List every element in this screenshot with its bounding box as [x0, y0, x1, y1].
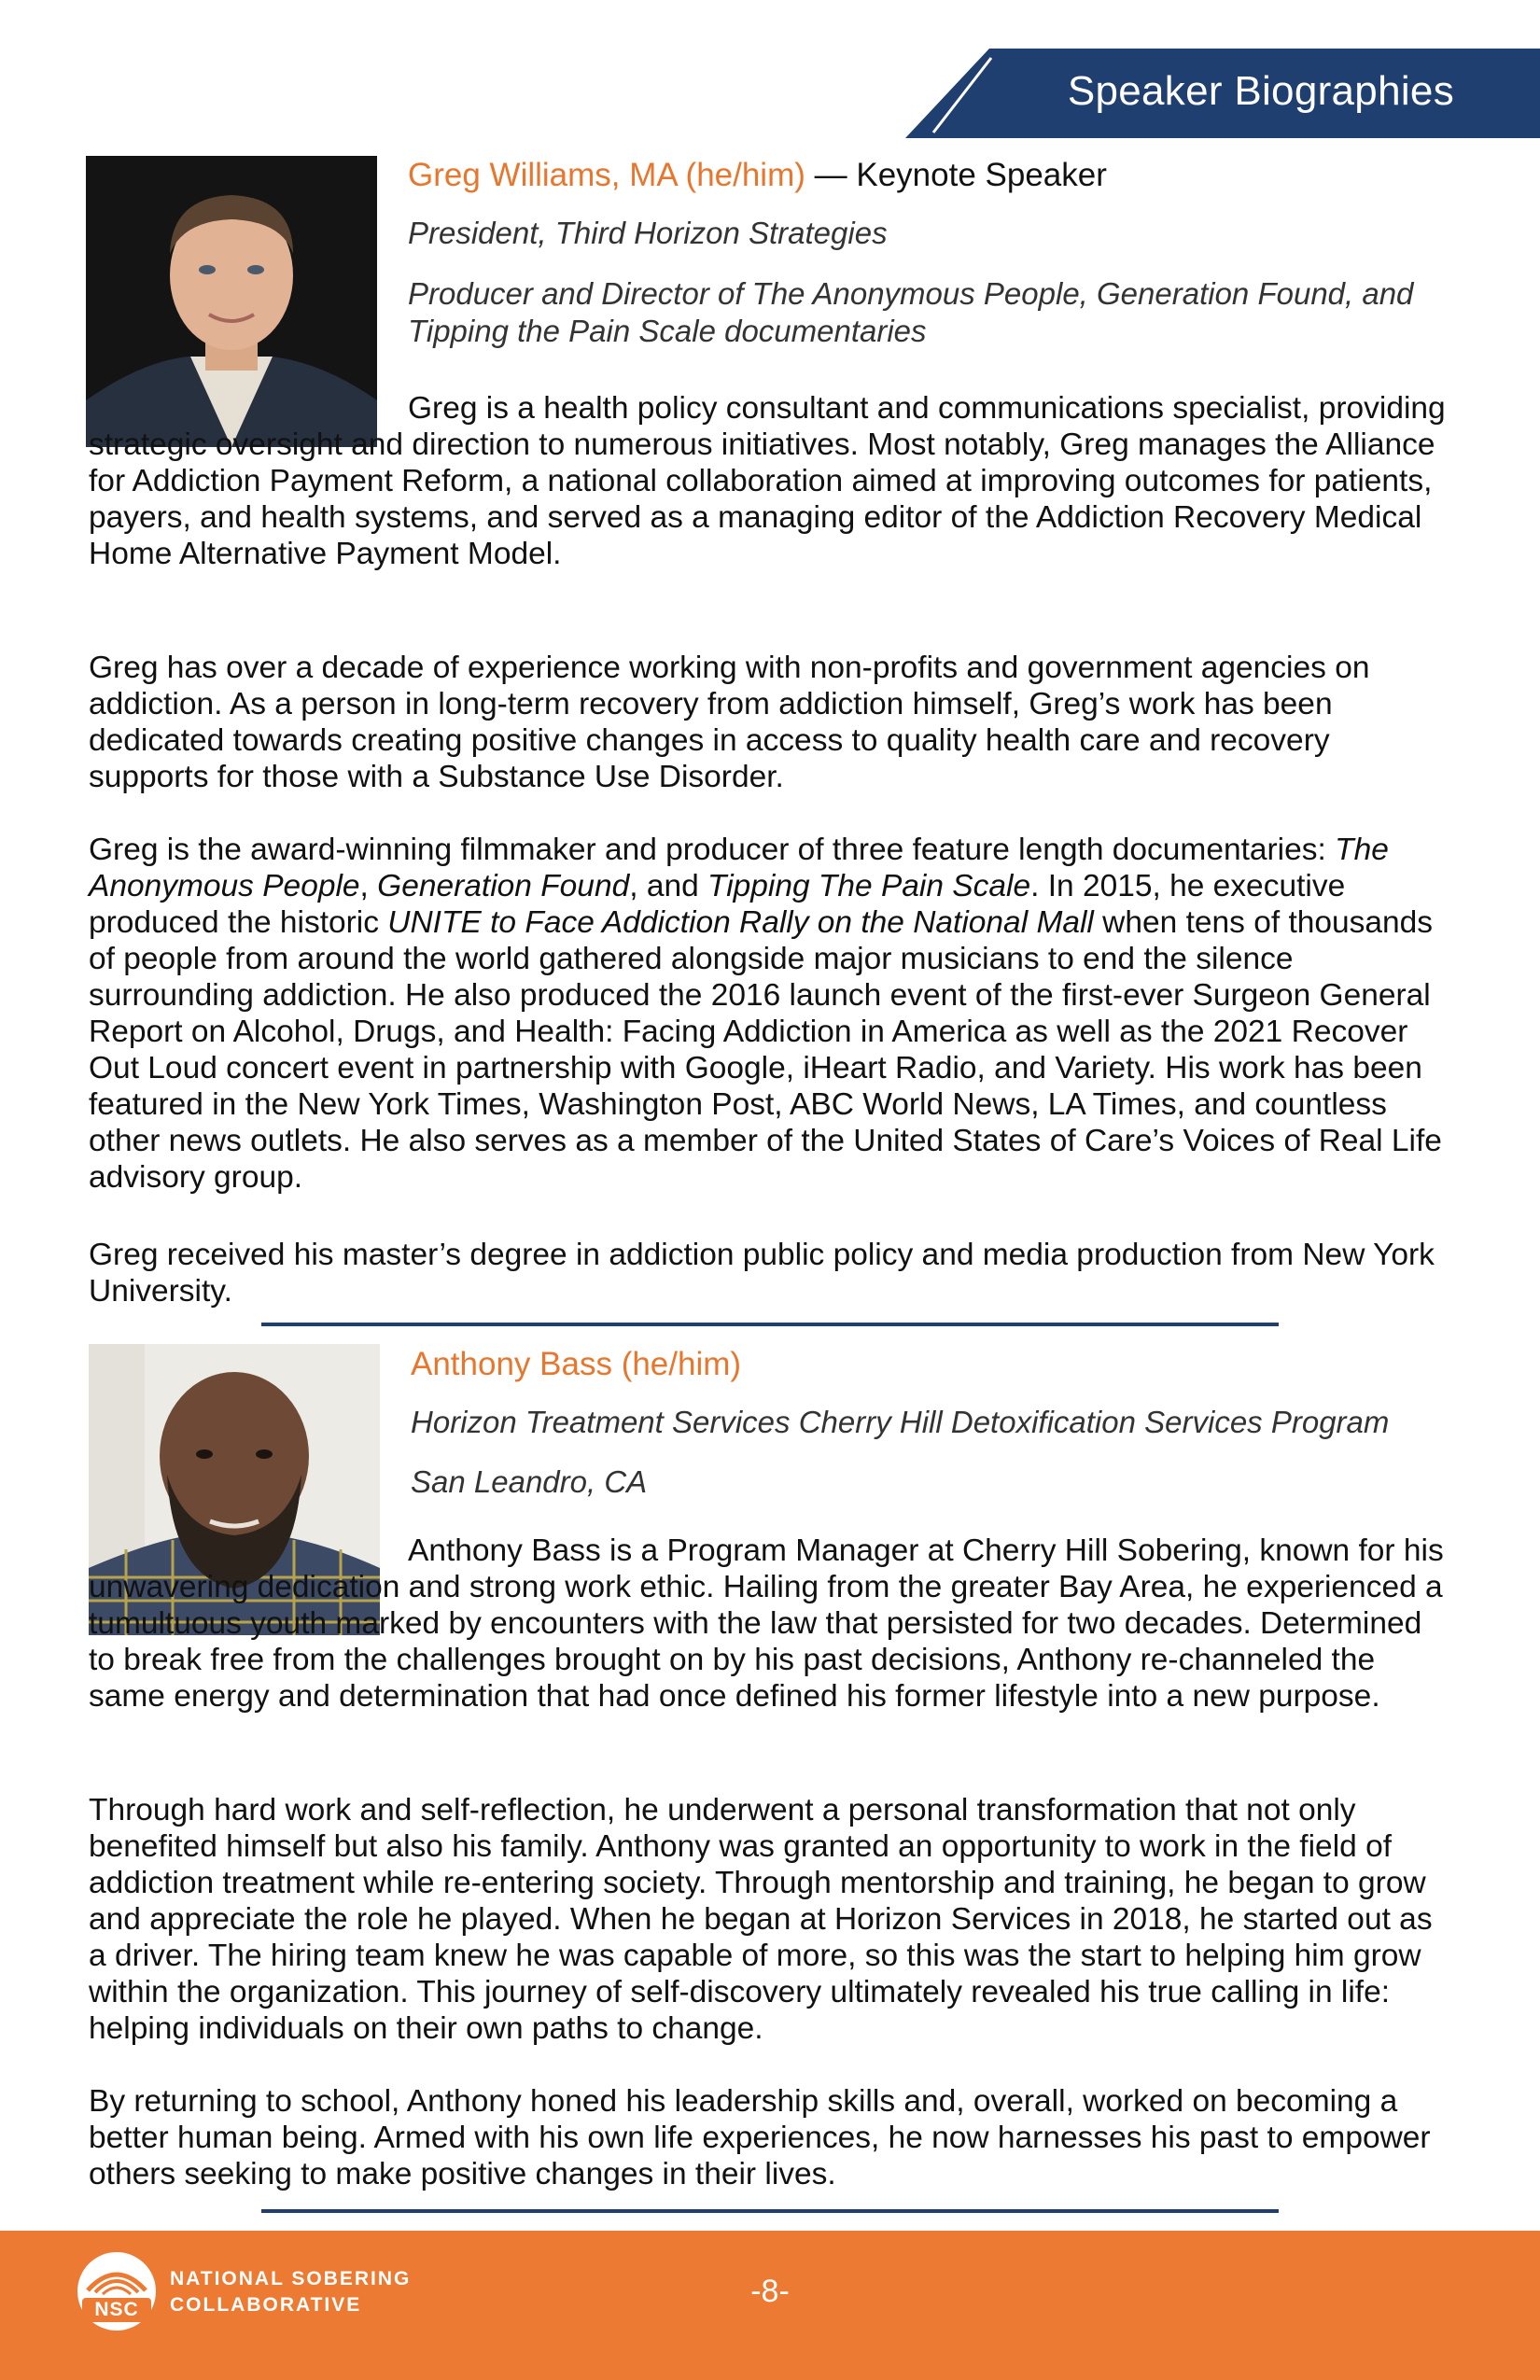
p3-text-d: . In 2015, he executive produced the historic	[89, 869, 1346, 940]
speaker-1-role: — Keynote Speaker	[805, 157, 1107, 193]
p3-film-3: Tipping The Pain Scale	[707, 869, 1031, 903]
speaker-2-bio-paragraph-1: Anthony Bass is a Program Manager at Cherry Hill Sobering, known for his unwavering dedication and strong work ethic. Hailing from the greater Bay Area, he experienced a tumultuous youth marked by encounters with the law that persisted for two decades. Determined to break free from the challenges brought on by his past decisions, Anthony re-channeled the same energy and determination that had once defined his former lifestyle into a new purpose.	[89, 1533, 1444, 1714]
footer-org-line-1: NATIONAL SOBERING	[170, 2268, 412, 2289]
speaker-1-bio-paragraph-2: Greg has over a decade of experience working with non-profits and government agencies on addiction. As a person in long-term recovery from addiction himself, Greg’s work has been dedicated towards creating positive changes in access to quality health care and recovery supports for those with a Substance Use Disorder.	[89, 651, 1370, 794]
section-divider-1	[261, 1323, 1279, 1326]
p3-rally: UNITE to Face Addiction Rally on the National Mall	[387, 905, 1094, 940]
banner-title: Speaker Biographies	[1067, 68, 1454, 114]
p3-text-e: when tens of thousands of people from around the world gathered alongside major musicians to end the silence surrounding addiction. He also produced the 2016 launch event of the first-ever Surgeon General Report on Alcohol, Drugs, and Health: Facing Addiction in America as well as the 2021 Recover Out Loud concert event in partnership with Google, iHeart Radio, and Variety. His work has been featured in the New York Times, Washington Post, ABC World News, LA Times, and countless other news outlets. He also serves as a member of the United States of Care’s Voices of Real Life advisory group.	[89, 905, 1442, 1195]
page-number: -8-	[750, 2274, 790, 2309]
p3-text-c: , and	[629, 869, 708, 903]
speaker-2-location: San Leandro, CA	[411, 1464, 648, 1499]
speaker-2-bio-paragraph-2: Through hard work and self-reflection, he underwent a personal transformation that not only benefited himself but also his family. Anthony was granted an opportunity to work in the field of addiction treatment while re-entering society. Through mentorship and training, he began to grow and appreciate the role he played. When he began at Horizon Services in 2018, he started out as a driver. The hiring team knew he was capable of more, so this was the start to helping him grow within the organization. This journey of self-discovery ultimately revealed his true calling in life: helping individuals on their own paths to change.	[89, 1793, 1433, 2046]
p3-film-1: The Anonymous People	[89, 833, 1389, 903]
speaker-2-organization: Horizon Treatment Services Cherry Hill Detoxification Services Program	[411, 1405, 1390, 1439]
speaker-1-credits: Producer and Director of The Anonymous People, Generation Found, and Tipping the Pain Scale documentaries	[408, 276, 1414, 348]
speaker-1-bio-paragraph-4: Greg received his master’s degree in addiction public policy and media production from New York University.	[89, 1238, 1435, 1309]
speaker-2-name: Anthony Bass (he/him)	[411, 1346, 742, 1382]
speaker-1-name: Greg Williams, MA (he/him)	[408, 157, 805, 193]
p3-film-2: Generation Found	[377, 869, 630, 903]
speaker-1-bio-paragraph-1: Greg is a health policy consultant and communications specialist, providing strategic oversight and direction to numerous initiatives. Most notably, Greg manages the Alliance for Addiction Payment Reform, a national collaboration aimed at improving outcomes for patients, payers, and health systems, and served as a managing editor of the Addiction Recovery Medical Home Alternative Payment Model.	[89, 391, 1446, 571]
p3-text-a: Greg is the award-winning filmmaker and producer of three feature length documentaries:	[89, 833, 1336, 867]
speaker-2-bio-paragraph-3: By returning to school, Anthony honed his leadership skills and, overall, worked on becoming a better human being. Armed with his own life experiences, he now harnesses his past to empower others seeking to make positive changes in their lives.	[89, 2084, 1431, 2191]
footer-org-line-2: COLLABORATIVE	[170, 2294, 362, 2316]
speaker-1-name-line	[408, 157, 1107, 194]
p3-text-b: ,	[359, 869, 378, 903]
speaker-1-bio-paragraph-3	[89, 832, 1451, 1196]
speaker-1-title: President, Third Horizon Strategies	[408, 216, 888, 250]
section-divider-2	[261, 2209, 1279, 2213]
speaker-2-name-line	[411, 1346, 741, 1383]
nsc-logo-text: NSC	[94, 2299, 139, 2320]
